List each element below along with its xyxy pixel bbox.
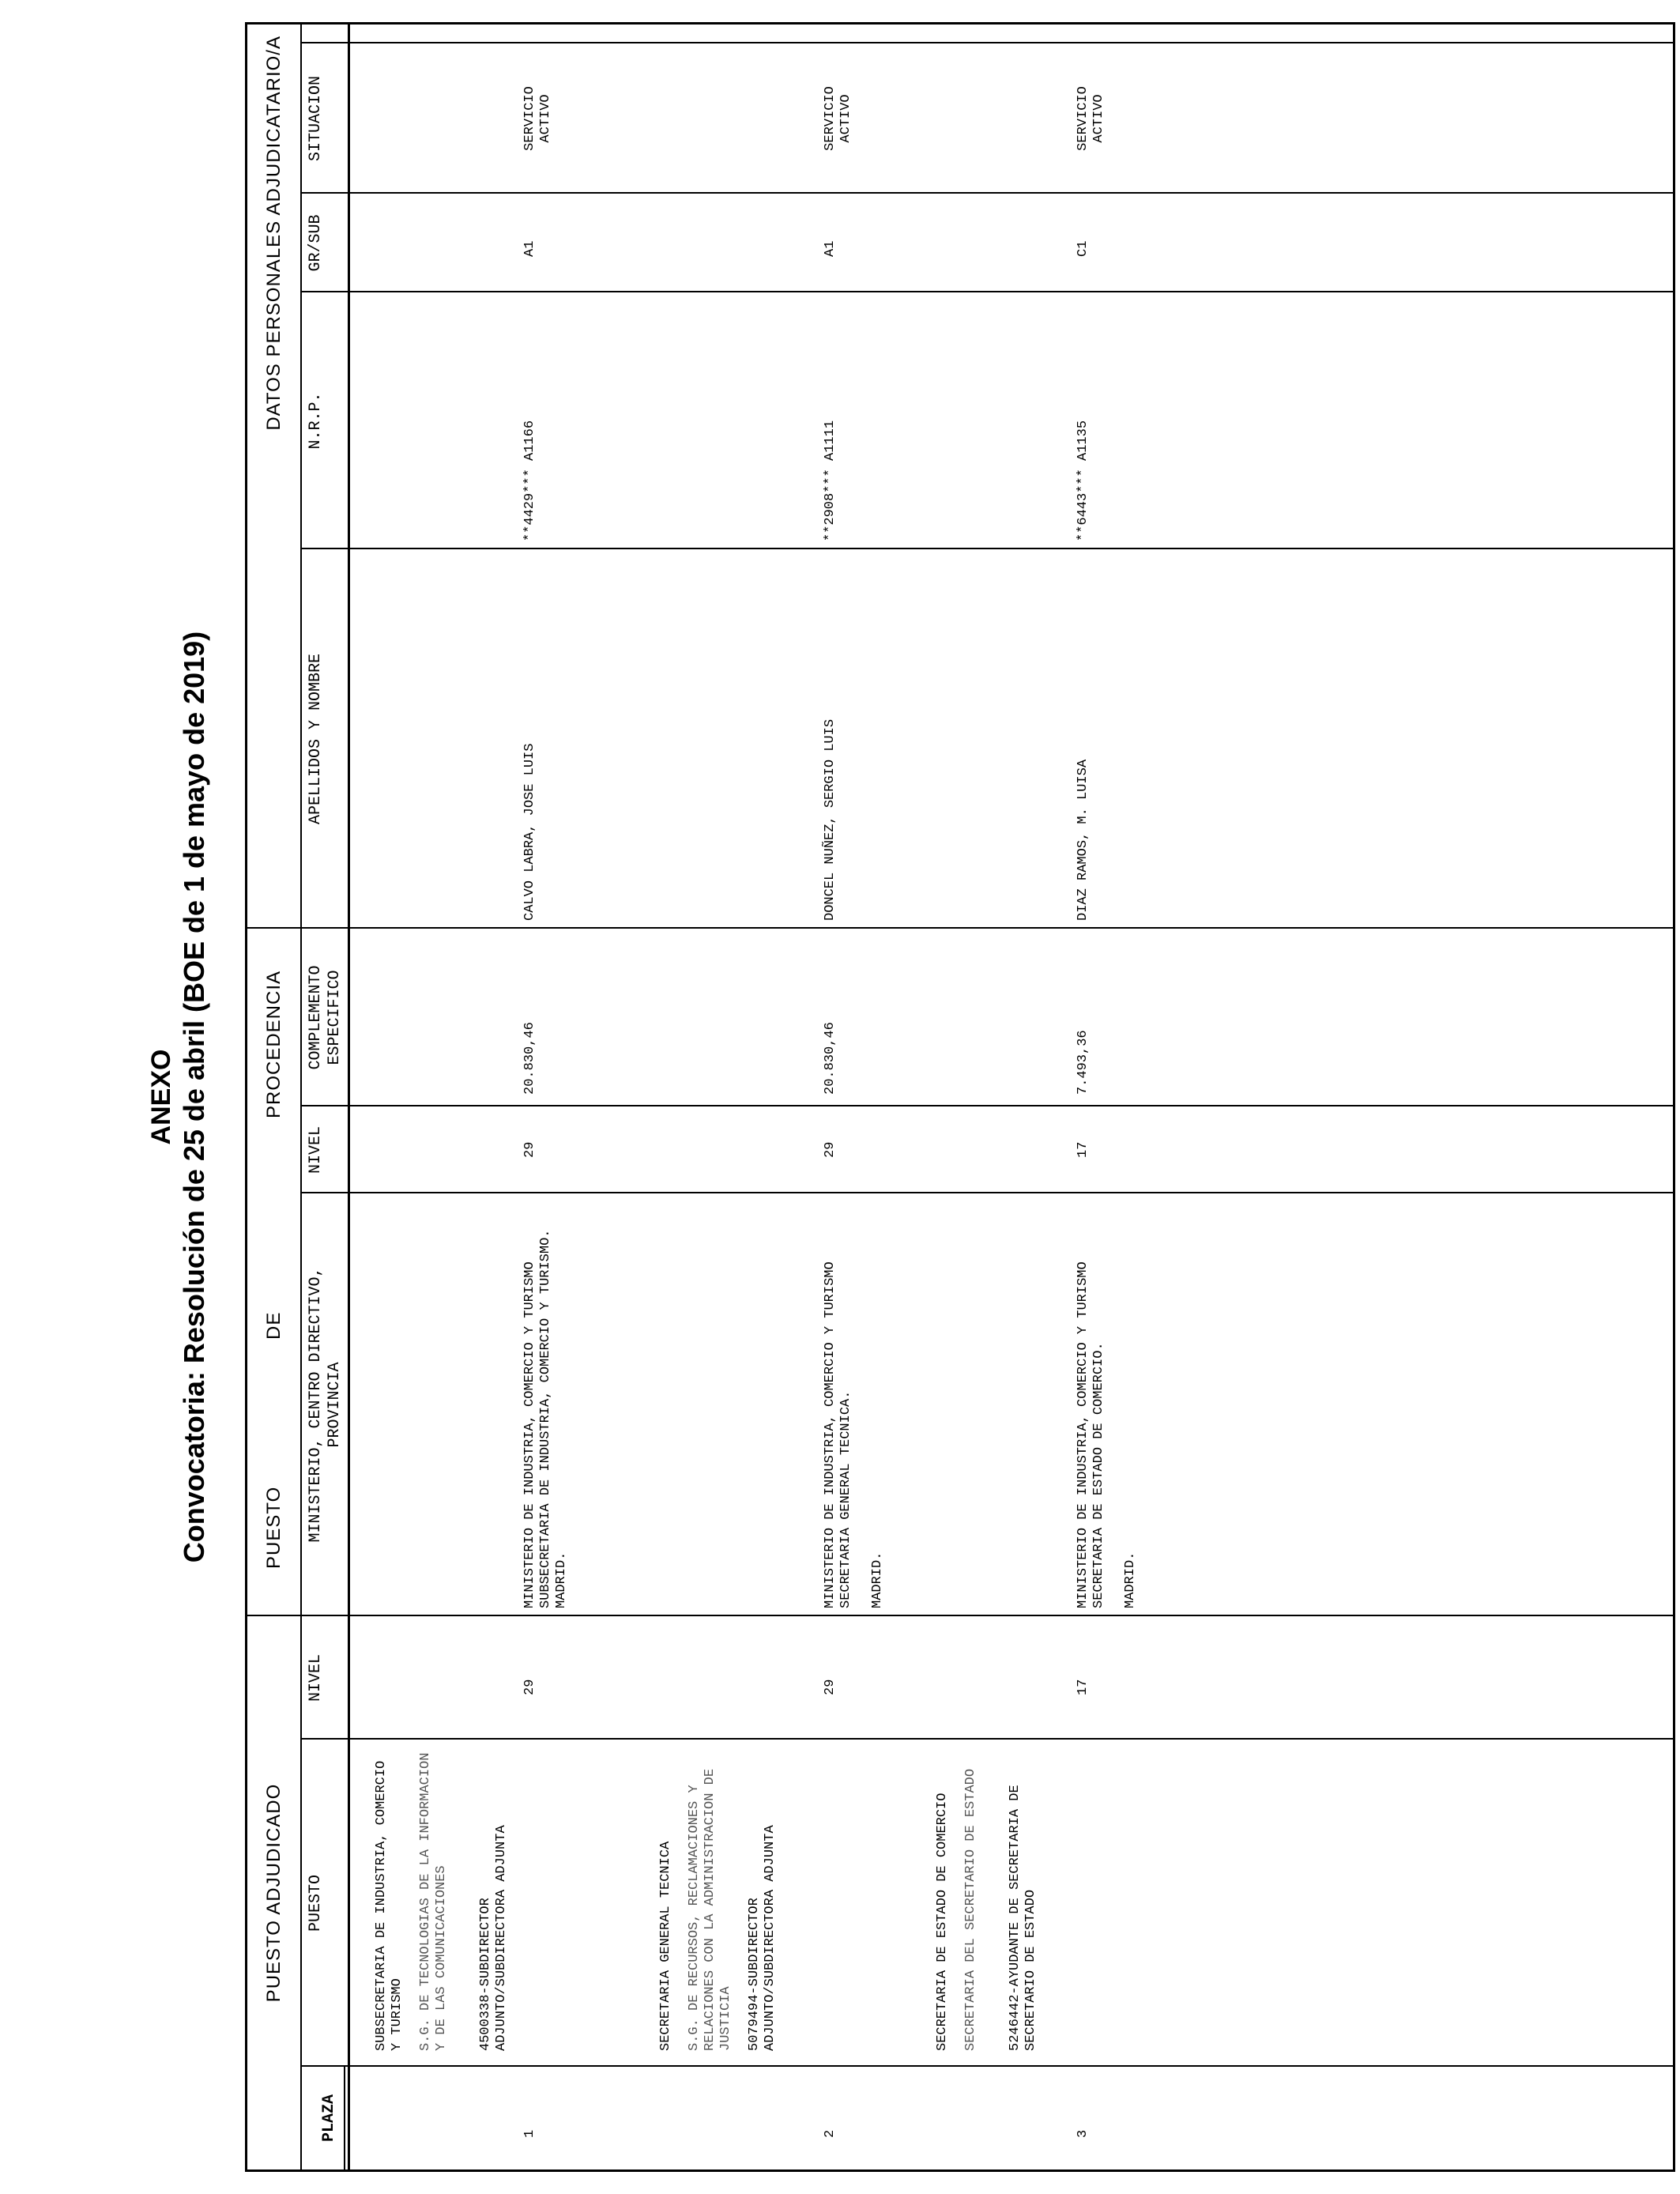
col-ministerio: MINISTERIO, CENTRO DIRECTIVO, PROVINCIA (307, 1267, 344, 1543)
provincia-cell: MADRID. (1123, 1551, 1138, 1608)
annex-table (245, 22, 1675, 2172)
document-subtitle: Convocatoria: Resolución de 25 de abril (BOE de 1 de mayo de 2019) (178, 631, 210, 1563)
group-puesto-label: PUESTO (263, 1486, 284, 1569)
nrp-cell: **2908*** A1111 (823, 420, 838, 541)
col-grsub: GR/SUB (307, 214, 325, 272)
plaza-cell: 1 (522, 2129, 537, 2138)
col-puesto: PUESTO (307, 1875, 325, 1932)
ministerio-cell: MINISTERIO DE INDUSTRIA, COMERCIO Y TURISMO (522, 1261, 537, 1608)
sub-unit: S.G. DE TECNOLOGIAS DE LA INFORMACION Y DE LAS COMUNICACIONES (418, 1752, 449, 2051)
col-complemento: COMPLEMENTO ESPECIFICO (307, 965, 344, 1070)
group-datos-personales: DATOS PERSONALES ADJUDICATARIO/A (263, 36, 284, 431)
grsub-cell: A1 (823, 240, 838, 257)
provincia-cell: MADRID. (554, 1551, 569, 1608)
nivel-proc-cell: 29 (823, 1141, 838, 1158)
col-plaza: PLAZA (320, 2094, 338, 2143)
org-unit: SECRETARIA DE ESTADO DE COMERCIO (935, 1793, 950, 2051)
puesto-cell: 5079494-SUBDIRECTOR ADJUNTO/SUBDIRECTORA ADJUNTA (747, 1825, 778, 2051)
document-title: ANEXO (146, 1049, 176, 1145)
centro-cell: SECRETARIA DE ESTADO DE COMERCIO. (1091, 1342, 1106, 1608)
apellidos-cell: DONCEL NUÑEZ, SERGIO LUIS (823, 718, 838, 921)
sub-unit: SECRETARIA DEL SECRETARIO DE ESTADO (963, 1768, 978, 2051)
situacion-cell: SERVICIO ACTIVO (823, 86, 853, 151)
plaza-cell: 2 (823, 2129, 838, 2138)
org-unit: SECRETARIA GENERAL TECNICA (658, 1841, 673, 2051)
nivel-cell: 17 (1075, 1679, 1090, 1695)
complemento-cell: 7.493,36 (1075, 1030, 1090, 1095)
nrp-cell: **6443*** A1135 (1075, 420, 1090, 541)
ministerio-cell: MINISTERIO DE INDUSTRIA, COMERCIO Y TURISMO (823, 1261, 838, 1608)
puesto-cell: 4500338-SUBDIRECTOR ADJUNTO/SUBDIRECTORA ADJUNTA (478, 1825, 509, 2051)
ministerio-cell: MINISTERIO DE INDUSTRIA, COMERCIO Y TURISMO (1075, 1261, 1090, 1608)
puesto-cell: 5246442-AYUDANTE DE SECRETARIA DE SECRETARIO DE ESTADO (1008, 1785, 1038, 2051)
centro-cell: SUBSECRETARIA DE INDUSTRIA, COMERCIO Y TURISMO. (538, 1229, 553, 1608)
nrp-cell: **4429*** A1166 (522, 420, 537, 541)
group-procedencia-label: PROCEDENCIA (263, 970, 284, 1118)
situacion-cell: SERVICIO ACTIVO (522, 86, 553, 151)
nivel-proc-cell: 17 (1075, 1141, 1090, 1158)
situacion-cell: SERVICIO ACTIVO (1075, 86, 1106, 151)
plaza-cell: 3 (1075, 2129, 1090, 2138)
nivel-cell: 29 (522, 1679, 537, 1695)
org-unit: SUBSECRETARIA DE INDUSTRIA, COMERCIO Y TURISMO (374, 1760, 405, 2051)
complemento-cell: 20.830,46 (823, 1022, 838, 1095)
apellidos-cell: DIAZ RAMOS, M. LUISA (1075, 759, 1090, 921)
sub-unit: S.G. DE RECURSOS, RECLAMACIONES Y RELACIONES CON LA ADMINISTRACION DE JUSTICIA (687, 1768, 733, 2051)
nivel-cell: 29 (823, 1679, 838, 1695)
grsub-cell: C1 (1075, 240, 1090, 257)
grsub-cell: A1 (522, 240, 537, 257)
centro-cell: SECRETARIA GENERAL TECNICA. (838, 1390, 853, 1608)
col-situacion: SITUACION (307, 75, 325, 162)
col-apellidos: APELLIDOS Y NOMBRE (307, 653, 325, 825)
apellidos-cell: CALVO LABRA, JOSE LUIS (522, 743, 537, 921)
provincia-cell: MADRID. (870, 1551, 885, 1608)
complemento-cell: 20.830,46 (522, 1022, 537, 1095)
group-de-label: DE (263, 1311, 284, 1340)
group-puesto-adjudicado: PUESTO ADJUDICADO (263, 1783, 284, 2003)
col-nivel-proc: NIVEL (307, 1126, 325, 1174)
col-nivel: NIVEL (307, 1654, 325, 1702)
nivel-proc-cell: 29 (522, 1141, 537, 1158)
col-nrp: N.R.P. (307, 392, 325, 450)
